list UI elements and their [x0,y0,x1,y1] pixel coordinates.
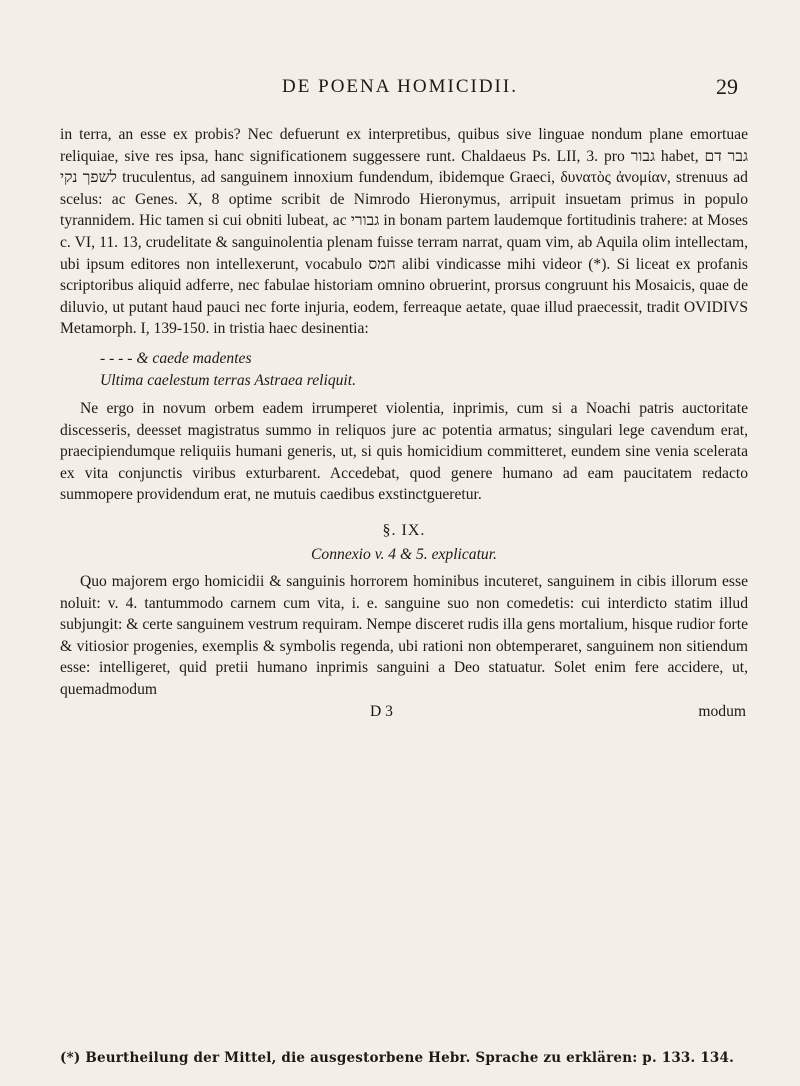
paragraph-3: Quo majorem ergo homicidii & sanguinis horrorem hominibus incuteret, sanguinem in cibis illorum esse noluit: v. 4. tantummodo carnem cum vita, i. e. sanguine suo non comedetis: cui interdicto statim illud subjungit: & certe sanguinem vestrum requiram. Nempe disceret rudis illa gens mortalium, hisque rudior forte & vitiosior progenies, exemplis & symbolis regenda, ubi rationi non obtemperaret, sanguinem non sitiendum esse: intelligeret, quid pretii humano inprimis sanguini a Deo statuatur. Solet enim fere accidere, ut, quemadmodum [60,573,748,699]
signature-mark: D 3 [370,702,393,720]
signature-line [60,701,748,723]
verse-line-2: Ultima caelestum terras Astraea reliquit. [100,371,356,389]
footnote: (*) Beurtheilung der Mittel, die ausgestorbene Hebr. Sprache zu erklären: p. 133. 134. [60,1050,735,1066]
page-number: 29 [716,74,738,99]
paragraph-1: in terra, an esse ex probis? Nec defuerunt ex interpretibus, quibus sive linguae nondum plane emortuae reliquiae, sive res ipsa, hanc significationem suggessere runt. Chaldaeus Ps. LII, 3. pro גבור habet, גבר דם לשפך נקי truculentus, ad sanguinem innoxium fundendum, ibidemque Graeci, δυνατὸς ἀνομίαν, strenuus ad scelus: ac Genes. X, 8 optime scribit de Nimrodo Hieronymus, arripuit insuetam primus in populo tyrannidem. Hic tamen si cui obniti lubeat, ac גבורי in bonam partem laudemque fortitudinis trahere: at Moses c. VI, 11. 13, crudelitate & sanguinolentia plenam fuisse terram narrat, quam vim, ab Aquila olim intellectam, ubi ipsum editores non intellexerunt, vocabulo חמס alibi vindicasse mihi videor (*). Si liceat ex profanis scriptoribus aliquid adferre, nec fabulae historiam omnino obruerint, prorsus congruunt his Mosaicis, quae de diluvio, ut putant haud pauci nec forte injuria, eodem, ferreaque aetate, quae illud praecessit, tradit OVIDIVS Metamorph. I, 139-150. in tristia haec desinentia: [60,126,749,338]
verse-line-1: - - - - & caede madentes [100,349,252,367]
running-title: DE POENA HOMICIDII. [282,76,518,97]
paragraph-2: Ne ergo in novum orbem eadem irrumperet violentia, inprimis, cum si a Noachi patris auctoritate discesseris, deesset magistratus summo in reliquos jure ac potentia armatus; singulari lege cavendum erat, praecipiendumque reliquiis humani generis, ut, si quis homicidium committeret, eundem sine venia scelerata ex vita conjunctis viribus exturbarent. Accedebat, quod genere humano ad eam paucitatem redacto summopere providendum erat, ne mutuis caedibus exstinctgueretur. [60,399,748,504]
section-heading: §. IX. [382,521,426,539]
section-subheading: Connexio v. 4 & 5. explicatur. [311,545,497,563]
verse-quotation [60,348,748,392]
running-head [0,76,800,106]
body-text [60,124,748,723]
catchword: modum [698,702,746,720]
